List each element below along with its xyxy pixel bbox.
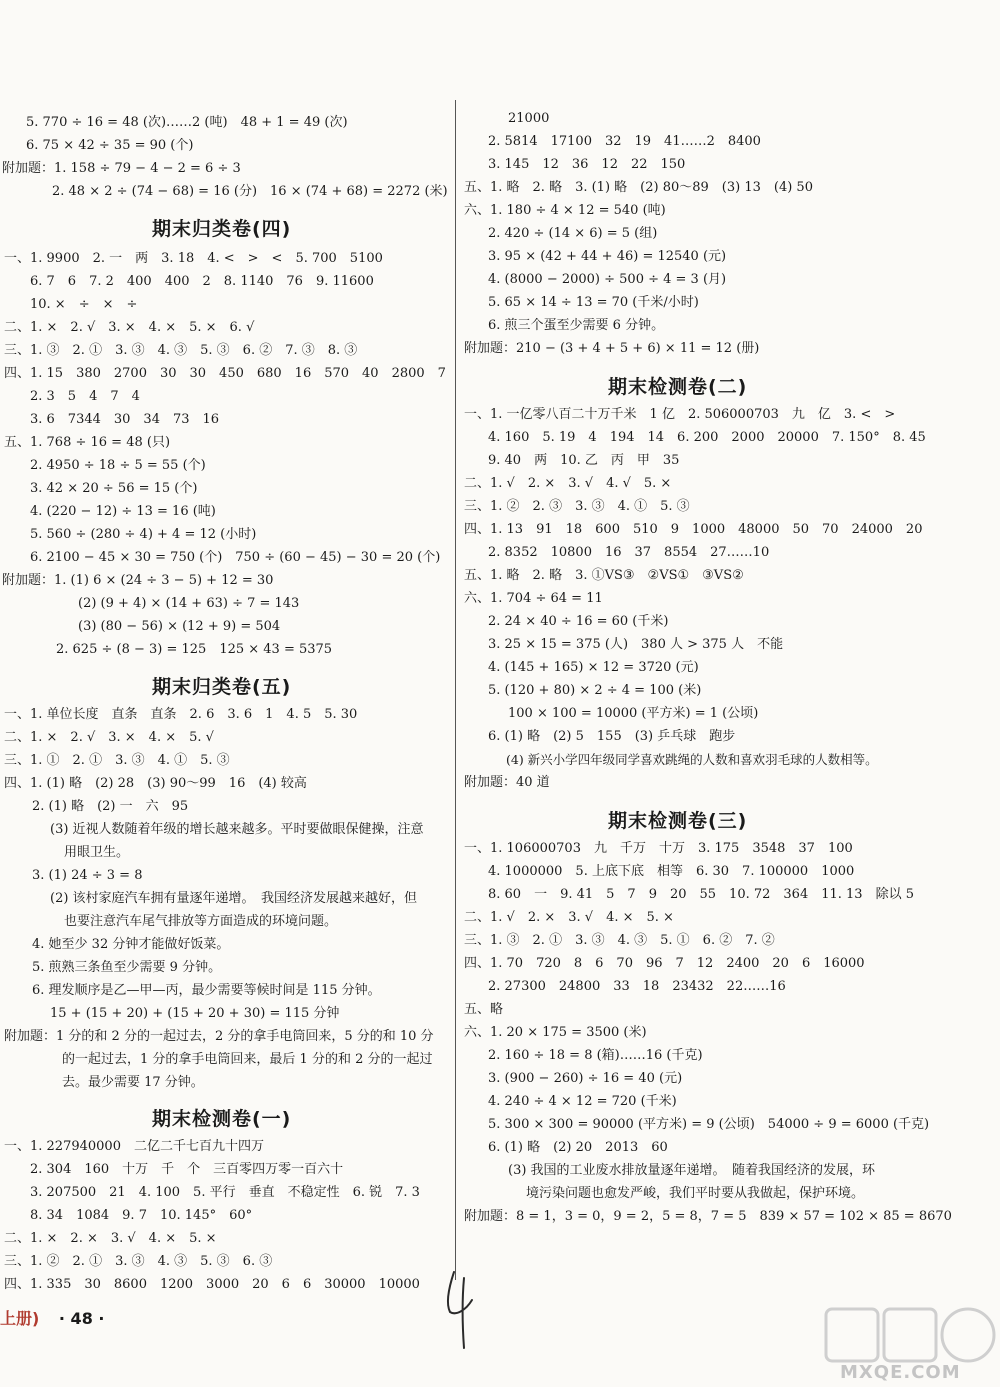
answer-line: 9. 40 两 10. 乙 丙 甲 35 bbox=[488, 453, 680, 468]
answer-line: 二、1. × 2. √ 3. × 4. × 5. × 6. √ bbox=[4, 320, 255, 335]
answer-line: 4. 1000000 5. 上底下底 相等 6. 30 7. 100000 1000 bbox=[488, 864, 855, 879]
answer-line: 10. × ÷ × ÷ bbox=[30, 297, 138, 312]
answer-line: 四、1. 335 30 8600 1200 3000 20 6 6 30000 10000 bbox=[4, 1277, 420, 1292]
answer-line: 一、1. 106000703 九 千万 十万 3. 175 3548 37 100 bbox=[464, 841, 853, 856]
answer-line: 4. 160 5. 19 4 194 14 6. 200 2000 20000 7. 150° 8. 45 bbox=[488, 430, 926, 445]
handwriting-mark bbox=[440, 1270, 480, 1350]
answer-line: 附加题：1. (1) 6 × (24 ÷ 3 − 5) + 12 = 30 bbox=[2, 573, 274, 588]
answer-line: 附加题：210 − (3 + 4 + 5 + 6) × 11 = 12 (册) bbox=[464, 341, 760, 356]
answer-line: 二、1. × 2. × 3. √ 4. × 5. × bbox=[4, 1231, 217, 1246]
answer-line: 一、1. 一亿零八百二十万千米 1 亿 2. 506000703 九 亿 3. < > bbox=[464, 407, 896, 422]
answer-line: 3. 145 12 36 12 22 150 bbox=[488, 157, 686, 172]
answer-line: 6. 理发顺序是乙—甲—丙，最少需要等候时间是 115 分钟。 bbox=[32, 983, 381, 998]
answer-line: 3. 6 7344 30 34 73 16 bbox=[30, 412, 220, 427]
answer-line: 二、1. × 2. √ 3. × 4. × 5. √ bbox=[4, 730, 214, 745]
answer-line: 5. 煎熟三条鱼至少需要 9 分钟。 bbox=[32, 960, 222, 975]
answer-line: (2) 该村家庭汽车拥有量逐年递增。 我国经济发展越来越好，但 bbox=[50, 891, 418, 906]
answer-line: 去。最少需要 17 分钟。 bbox=[62, 1075, 204, 1090]
answer-line: 附加题：40 道 bbox=[464, 775, 550, 790]
section-heading: 期末归类卷(四) bbox=[152, 218, 292, 240]
answer-line: 三、1. ③ 2. ① 3. ③ 4. ③ 5. ③ 6. ② 7. ③ 8. ③ bbox=[4, 343, 358, 358]
answer-line: 15 + (15 + 20) + (15 + 20 + 30) = 115 分钟 bbox=[50, 1006, 340, 1021]
column-divider bbox=[455, 100, 456, 1280]
answer-line: 5. 770 ÷ 16 = 48 (次)……2 (吨) 48 + 1 = 49 (次) bbox=[26, 115, 348, 130]
answer-line: 3. 25 × 15 = 375 (人) 380 人 > 375 人 不能 bbox=[488, 637, 784, 652]
answer-line: 三、1. ① 2. ① 3. ③ 4. ① 5. ③ bbox=[4, 753, 230, 768]
answer-line: 8. 34 1084 9. 7 10. 145° 60° bbox=[30, 1208, 253, 1223]
answer-line: 五、略 bbox=[464, 1002, 504, 1017]
answer-line: 4. (145 + 165) × 12 = 3720 (元) bbox=[488, 660, 699, 675]
answer-line: 3. 95 × (42 + 44 + 46) = 12540 (元) bbox=[488, 249, 727, 264]
answer-line: 6. 7 6 7. 2 400 400 2 8. 1140 76 9. 11600 bbox=[30, 274, 374, 289]
answer-line: 2. 24 × 40 ÷ 16 = 60 (千米) bbox=[488, 614, 669, 629]
answer-line: 附加题：8 = 1，3 = 0，9 = 2，5 = 8，7 = 5 839 × 57 = 102 × 85 = 8670 bbox=[464, 1209, 952, 1224]
answer-line: (3) 近视人数随着年级的增长越来越多。平时要做眼保健操，注意 bbox=[50, 822, 424, 837]
answer-line: 四、1. 70 720 8 6 70 96 7 12 2400 20 6 16000 bbox=[464, 956, 865, 971]
answer-line: 100 × 100 = 10000 (平方米) = 1 (公顷) bbox=[508, 706, 759, 721]
answer-line: 一、1. 227940000 二亿二千七百九十四万 bbox=[4, 1139, 264, 1154]
answer-line: 3. (900 − 260) ÷ 16 = 40 (元) bbox=[488, 1071, 683, 1086]
answer-line: 用眼卫生。 bbox=[64, 845, 130, 860]
answer-line: 附加题：1. 158 ÷ 79 − 4 − 2 = 6 ÷ 3 bbox=[2, 161, 241, 176]
answer-line: 3. 207500 21 4. 100 5. 平行 垂直 不稳定性 6. 锐 7. 3 bbox=[30, 1185, 420, 1200]
answer-line: 2. 5814 17100 32 19 41……2 8400 bbox=[488, 134, 761, 149]
answer-line: 2. 420 ÷ (14 × 6) = 5 (组) bbox=[488, 226, 658, 241]
watermark-url: MXQE.COM bbox=[840, 1362, 961, 1383]
answer-line: 一、1. 9900 2. 一 两 3. 18 4. < > < 5. 700 5100 bbox=[4, 251, 383, 266]
answer-line: 附加题：1 分的和 2 分的一起过去，2 分的拿手电筒回来，5 分的和 10 分 bbox=[4, 1029, 434, 1044]
answer-line: 6. (1) 略 (2) 5 155 (3) 乒乓球 跑步 bbox=[488, 729, 736, 744]
answer-line: 六、1. 20 × 175 = 3500 (米) bbox=[464, 1025, 647, 1040]
answer-line: 2. 304 160 十万 千 个 三百零四万零一百六十 bbox=[30, 1162, 344, 1177]
answer-line: 六、1. 180 ÷ 4 × 12 = 540 (吨) bbox=[464, 203, 666, 218]
answer-line: 3. (1) 24 ÷ 3 = 8 bbox=[32, 868, 143, 883]
answer-line: (4) 新兴小学四年级同学喜欢跳绳的人数和喜欢羽毛球的人数相等。 bbox=[506, 752, 878, 767]
answer-line: 2. 27300 24800 33 18 23432 22……16 bbox=[488, 979, 786, 994]
answer-line: 四、1. (1) 略 (2) 28 (3) 90～99 16 (4) 较高 bbox=[4, 776, 307, 791]
answer-line: 二、1. √ 2. × 3. √ 4. × 5. × bbox=[464, 910, 674, 925]
section-heading: 期末检测卷(二) bbox=[608, 376, 748, 398]
answer-line: 2. 4950 ÷ 18 ÷ 5 = 55 (个) bbox=[30, 458, 206, 473]
answer-line: 也要注意汽车尾气排放等方面造成的环境问题。 bbox=[64, 914, 338, 929]
answer-line: (2) (9 + 4) × (14 + 63) ÷ 7 = 143 bbox=[78, 596, 300, 611]
answer-line: 4. (220 − 12) ÷ 13 = 16 (吨) bbox=[30, 504, 216, 519]
answer-line: 5. 300 × 300 = 90000 (平方米) = 9 (公顷) 54000 ÷ 9 = 6000 (千克) bbox=[488, 1117, 930, 1132]
page-number: · 48 · bbox=[58, 1309, 105, 1328]
answer-line: 五、1. 略 2. 略 3. (1) 略 (2) 80～89 (3) 13 (4) 50 bbox=[464, 180, 813, 195]
page-footer bbox=[0, 1306, 104, 1329]
answer-line: 2. 3 5 4 7 4 bbox=[30, 389, 140, 404]
answer-line: 6. (1) 略 (2) 20 2013 60 bbox=[488, 1140, 668, 1155]
footer-volume-label: 上册) bbox=[0, 1309, 40, 1328]
answer-line: 6. 煎三个蛋至少需要 6 分钟。 bbox=[488, 318, 665, 333]
answer-line: 4. (8000 − 2000) ÷ 500 ÷ 4 = 3 (月) bbox=[488, 272, 727, 287]
answer-line: 6. 75 × 42 ÷ 35 = 90 (个) bbox=[26, 138, 194, 153]
answer-line: 境污染问题也愈发严峻，我们平时要从我做起，保护环境。 bbox=[526, 1186, 865, 1201]
answer-line: 五、1. 略 2. 略 3. ①VS③ ②VS① ③VS② bbox=[464, 568, 744, 583]
answer-line: (3) (80 − 56) × (12 + 9) = 504 bbox=[78, 619, 281, 634]
answer-line: 四、1. 13 91 18 600 510 9 1000 48000 50 70 24000 20 bbox=[464, 522, 923, 537]
section-heading: 期末检测卷(三) bbox=[608, 810, 748, 832]
answer-line: 三、1. ② 2. ③ 3. ③ 4. ① 5. ③ bbox=[464, 499, 690, 514]
answer-line: 三、1. ② 2. ① 3. ③ 4. ③ 5. ③ 6. ③ bbox=[4, 1254, 273, 1269]
section-heading: 期末归类卷(五) bbox=[152, 676, 292, 698]
answer-line: 的一起过去，1 分的拿手电筒回来，最后 1 分的和 2 分的一起过 bbox=[62, 1052, 433, 1067]
answer-line: 8. 60 一 9. 41 5 7 9 20 55 10. 72 364 11. 13 除以 5 bbox=[488, 887, 914, 902]
answer-line: 五、1. 768 ÷ 16 = 48 (只) bbox=[4, 435, 171, 450]
answer-line: 21000 bbox=[508, 111, 550, 126]
section-heading: 期末检测卷(一) bbox=[152, 1108, 292, 1130]
answer-line: 4. 240 ÷ 4 × 12 = 720 (千米) bbox=[488, 1094, 677, 1109]
answer-line: 六、1. 704 ÷ 64 = 11 bbox=[464, 591, 603, 606]
answer-line: 3. 42 × 20 ÷ 56 = 15 (个) bbox=[30, 481, 198, 496]
answer-line: (3) 我国的工业废水排放量逐年递增。 随着我国经济的发展，环 bbox=[508, 1163, 876, 1178]
answer-line: 2. 48 × 2 ÷ (74 − 68) = 16 (分) 16 × (74 + 68) = 2272 (米) bbox=[52, 184, 448, 199]
answer-line: 四、1. 15 380 2700 30 30 450 680 16 570 40 2800 7 bbox=[4, 366, 446, 381]
answer-line: 5. 560 ÷ (280 ÷ 4) + 4 = 12 (小时) bbox=[30, 527, 257, 542]
answer-line: 2. 625 ÷ (8 − 3) = 125 125 × 43 = 5375 bbox=[56, 642, 333, 657]
answer-line: 5. (120 + 80) × 2 ÷ 4 = 100 (米) bbox=[488, 683, 702, 698]
answer-line: 二、1. √ 2. × 3. √ 4. √ 5. × bbox=[464, 476, 672, 491]
answer-line: 2. 8352 10800 16 37 8554 27……10 bbox=[488, 545, 770, 560]
answer-line: 4. 她至少 32 分钟才能做好饭菜。 bbox=[32, 937, 230, 952]
answer-line: 一、1. 单位长度 直条 直条 2. 6 3. 6 1 4. 5 5. 30 bbox=[4, 707, 358, 722]
answer-line: 2. 160 ÷ 18 = 8 (箱)……16 (千克) bbox=[488, 1048, 703, 1063]
answer-line: 6. 2100 − 45 × 30 = 750 (个) 750 ÷ (60 − 45) − 30 = 20 (个) bbox=[30, 550, 441, 565]
answer-line: 三、1. ③ 2. ① 3. ③ 4. ③ 5. ① 6. ② 7. ② bbox=[464, 933, 775, 948]
answer-line: 5. 65 × 14 ÷ 13 = 70 (千米/小时) bbox=[488, 295, 699, 310]
answer-line: 2. (1) 略 (2) 一 六 95 bbox=[32, 799, 189, 814]
